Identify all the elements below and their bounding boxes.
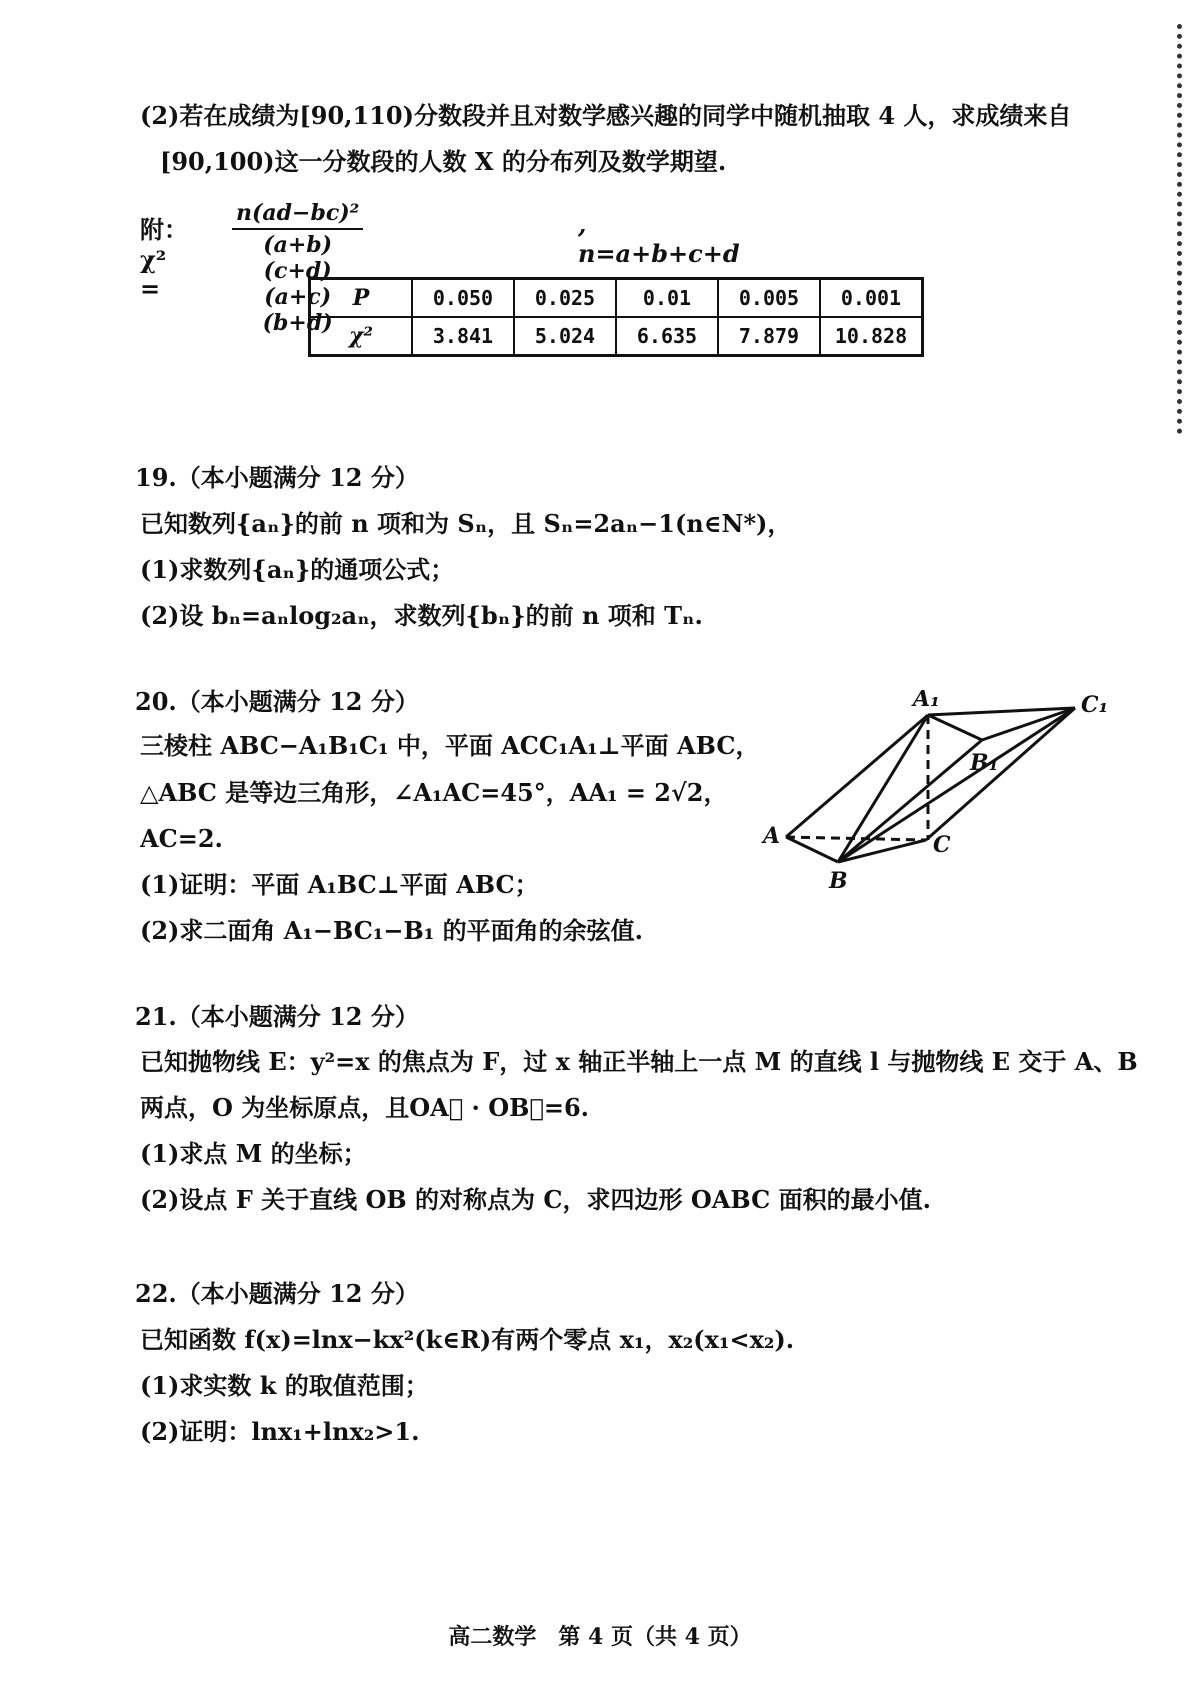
table-cell: 6.635 bbox=[616, 317, 718, 356]
q18-part2-line1: (2)若在成绩为[90,110)分数段并且对数学感兴趣的同学中随机抽取 4 人，求成绩来自 bbox=[140, 101, 1072, 130]
table-cell: 0.050 bbox=[412, 279, 514, 318]
q21-part2: (2)设点 F 关于直线 OB 的对称点为 C，求四边形 OABC 面积的最小值. bbox=[140, 1185, 931, 1214]
critical-value-table bbox=[308, 277, 924, 357]
table-cell: 10.828 bbox=[820, 317, 923, 356]
q21-line2: 两点，O 为坐标原点，且OA⃗ · OB⃗=6. bbox=[140, 1093, 590, 1122]
q21-line1: 已知抛物线 E：y²=x 的焦点为 F，过 x 轴正半轴上一点 M 的直线 l 与抛物线 E 交于 A、B bbox=[140, 1047, 1138, 1076]
label-A1: A₁ bbox=[913, 690, 940, 712]
edge-AB bbox=[786, 837, 838, 862]
q18-part2-line2: [90,100)这一分数段的人数 X 的分布列及数学期望. bbox=[160, 147, 727, 176]
label-C: C bbox=[933, 832, 951, 858]
table-cell: 0.025 bbox=[514, 279, 616, 318]
label-B: B bbox=[829, 868, 848, 894]
q19-stem: 已知数列{aₙ}的前 n 项和为 Sₙ，且 Sₙ=2aₙ−1(n∈N*)， bbox=[140, 509, 792, 538]
formula-tail: , n=a+b+c+d bbox=[578, 210, 740, 268]
table-row-chi bbox=[310, 317, 923, 356]
label-B1: B₁ bbox=[970, 750, 999, 776]
q21-heading: 21.（本小题满分 12 分） bbox=[135, 1002, 419, 1031]
q20-part1: (1)证明：平面 A₁BC⊥平面 ABC； bbox=[140, 870, 539, 899]
prism-figure bbox=[755, 690, 1115, 910]
table-cell: 7.879 bbox=[718, 317, 820, 356]
q22-stem: 已知函数 f(x)=lnx−kx²(k∈R)有两个零点 x₁，x₂(x₁<x₂). bbox=[140, 1325, 795, 1354]
table-cell: 0.005 bbox=[718, 279, 820, 318]
edge-BC1 bbox=[838, 708, 1075, 862]
q20-line3: AC=2. bbox=[140, 824, 223, 853]
edge-CC1 bbox=[926, 708, 1075, 840]
q19-part1: (1)求数列{aₙ}的通项公式； bbox=[140, 555, 455, 584]
q19-heading: 19.（本小题满分 12 分） bbox=[135, 463, 419, 492]
edge-AC-hidden bbox=[786, 837, 926, 840]
q19-part2: (2)设 bₙ=aₙlog₂aₙ，求数列{bₙ}的前 n 项和 Tₙ. bbox=[140, 601, 703, 630]
q22-part2: (2)证明：lnx₁+lnx₂>1. bbox=[140, 1417, 420, 1446]
table-header-p: P bbox=[310, 279, 413, 318]
q20-line1: 三棱柱 ABC−A₁B₁C₁ 中，平面 ACC₁A₁⊥平面 ABC， bbox=[140, 731, 760, 760]
formula-numerator: n(ad−bc)² bbox=[236, 200, 360, 226]
label-C1: C₁ bbox=[1081, 692, 1109, 718]
edge-A1B1 bbox=[928, 715, 982, 740]
edge-A1C1 bbox=[928, 708, 1075, 715]
table-cell: 5.024 bbox=[514, 317, 616, 356]
q22-heading: 22.（本小题满分 12 分） bbox=[135, 1279, 419, 1308]
q22-part1: (1)求实数 k 的取值范围； bbox=[140, 1371, 429, 1400]
label-A: A bbox=[763, 823, 781, 849]
binding-dotted-line bbox=[1171, 24, 1182, 434]
q21-part1: (1)求点 M 的坐标； bbox=[140, 1139, 367, 1168]
table-row-p bbox=[310, 279, 923, 318]
q20-heading: 20.（本小题满分 12 分） bbox=[135, 687, 419, 716]
q20-line2: △ABC 是等边三角形，∠A₁AC=45°，AA₁ = 2√2， bbox=[140, 778, 728, 807]
table-cell: 0.001 bbox=[820, 279, 923, 318]
table-cell: 3.841 bbox=[412, 317, 514, 356]
q20-part2: (2)求二面角 A₁−BC₁−B₁ 的平面角的余弦值. bbox=[140, 916, 643, 945]
page-footer: 高二数学 第 4 页（共 4 页） bbox=[448, 1624, 752, 1650]
table-cell: 0.01 bbox=[616, 279, 718, 318]
table-header-chi: χ² bbox=[310, 317, 413, 356]
formula-denominator: (a+b)(c+d)(a+c)(b+d) bbox=[232, 228, 363, 336]
formula-lead: 附：χ² = bbox=[140, 215, 188, 303]
